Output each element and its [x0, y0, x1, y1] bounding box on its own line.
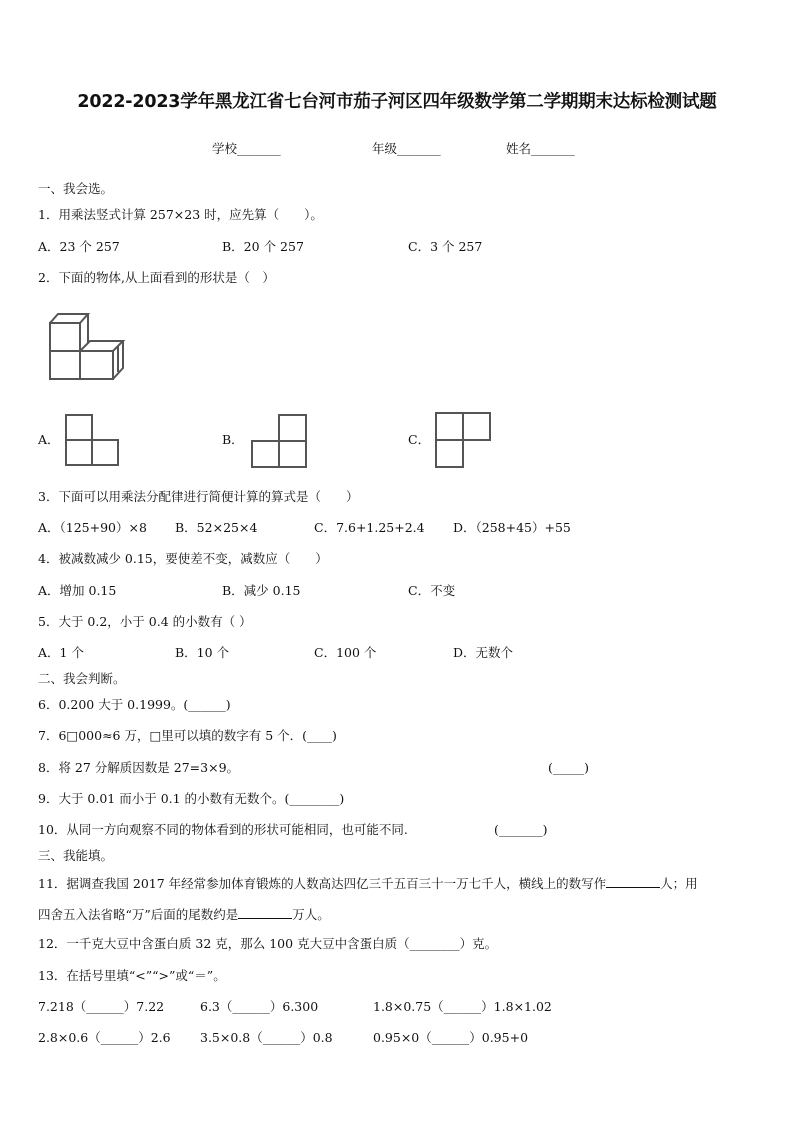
q7-stem: 7．6□000≈6 万，□里可以填的数字有 5 个．(____) [38, 728, 337, 743]
section-2-heading: 二、我会判断。 [38, 671, 126, 686]
section-3-heading: 三、我能填。 [38, 848, 114, 863]
q3-option-a: A．（125+90）×8 [38, 520, 147, 535]
q11-line-2 [38, 905, 330, 923]
q5-option-c: C．100 个 [314, 645, 377, 660]
q11-line-1 [38, 874, 698, 892]
q5-option-d: D．无数个 [453, 645, 514, 660]
q13-item: 0.95×0（______）0.95+0 [373, 1030, 529, 1045]
q3-option-b: B．52×25×4 [175, 520, 258, 535]
q9-stem: 9．大于 0.01 而小于 0.1 的小数有无数个。(________) [38, 791, 345, 806]
q3-option-c: C．7.6+1.25+2.4 [314, 520, 425, 535]
q11-blank-2[interactable] [238, 905, 292, 919]
cube-stack-figure [46, 310, 136, 384]
q8-answer-blank[interactable]: (_____) [548, 760, 590, 775]
q4-option-a: A．增加 0.15 [38, 583, 117, 598]
q4-stem: 4．被减数减少 0.15，要使差不变，减数应（ ） [38, 551, 328, 566]
q13-item: 2.8×0.6（______）2.6 [38, 1030, 171, 1045]
school-label: 学校 [212, 141, 238, 156]
q5-option-b: B．10 个 [175, 645, 230, 660]
q13-item: 6.3（______）6.300 [200, 999, 319, 1014]
q10-answer-blank[interactable]: (_______) [494, 822, 548, 837]
q13-stem: 13．在括号里填“<”“>”或“＝”。 [38, 968, 226, 983]
q4-option-b: B．减少 0.15 [222, 583, 301, 598]
q12-stem: 12．一千克大豆中含蛋白质 32 克，那么 100 克大豆中含蛋白质（________）克。 [38, 936, 498, 951]
q5-option-a: A．1 个 [38, 645, 84, 660]
q11-text-4: 万人。 [292, 907, 330, 922]
q13-item: 7.218（______）7.22 [38, 999, 165, 1014]
school-field [212, 141, 281, 157]
q2-option-b: B． [222, 432, 244, 447]
q1-option-a: A．23 个 257 [38, 239, 120, 254]
option-c-shape [434, 411, 492, 469]
q3-option-d: D．（258+45）+55 [453, 520, 571, 535]
page-title: 2022-2023学年黑龙江省七台河市茄子河区四年级数学第二学期期末达标检测试题 [77, 92, 717, 112]
school-blank: _______ [237, 141, 281, 156]
section-1-heading: 一、我会选。 [38, 181, 114, 196]
name-field [506, 141, 575, 157]
q11-blank-1[interactable] [606, 874, 660, 888]
name-blank: _______ [531, 141, 575, 156]
q2-option-a: A． [38, 432, 60, 447]
option-a-shape [64, 413, 120, 467]
q11-text-1: 11．据调查我国 2017 年经常参加体育锻炼的人数高达四亿三千五百三十一万七千人，横线上的数写作 [38, 876, 607, 891]
q4-option-c: C．不变 [408, 583, 456, 598]
q1-stem: 1．用乘法竖式计算 257×23 时，应先算（ ）。 [38, 207, 323, 222]
q3-stem: 3．下面可以用乘法分配律进行简便计算的算式是（ ） [38, 489, 359, 504]
q2-option-c: C． [408, 432, 431, 447]
q10-stem: 10．从同一方向观察不同的物体看到的形状可能相同，也可能不同. [38, 822, 408, 837]
q6-stem: 6．0.200 大于 0.1999。(______) [38, 697, 231, 712]
q2-stem: 2．下面的物体,从上面看到的形状是（ ） [38, 270, 275, 285]
q11-text-2: 人；用 [660, 876, 698, 891]
name-label: 姓名 [506, 141, 532, 156]
q13-item: 3.5×0.8（______）0.8 [200, 1030, 333, 1045]
grade-field [372, 141, 441, 157]
q13-item: 1.8×0.75（______）1.8×1.02 [373, 999, 552, 1014]
q8-stem: 8．将 27 分解质因数是 27=3×9。 [38, 760, 240, 775]
q5-stem: 5．大于 0.2，小于 0.4 的小数有（ ） [38, 614, 252, 629]
q1-option-c: C．3 个 257 [408, 239, 483, 254]
option-b-shape [250, 413, 308, 469]
grade-blank: _______ [397, 141, 441, 156]
q11-text-3: 四舍五入法省略“万”后面的尾数约是 [38, 907, 239, 922]
grade-label: 年级 [372, 141, 398, 156]
q1-option-b: B．20 个 257 [222, 239, 304, 254]
